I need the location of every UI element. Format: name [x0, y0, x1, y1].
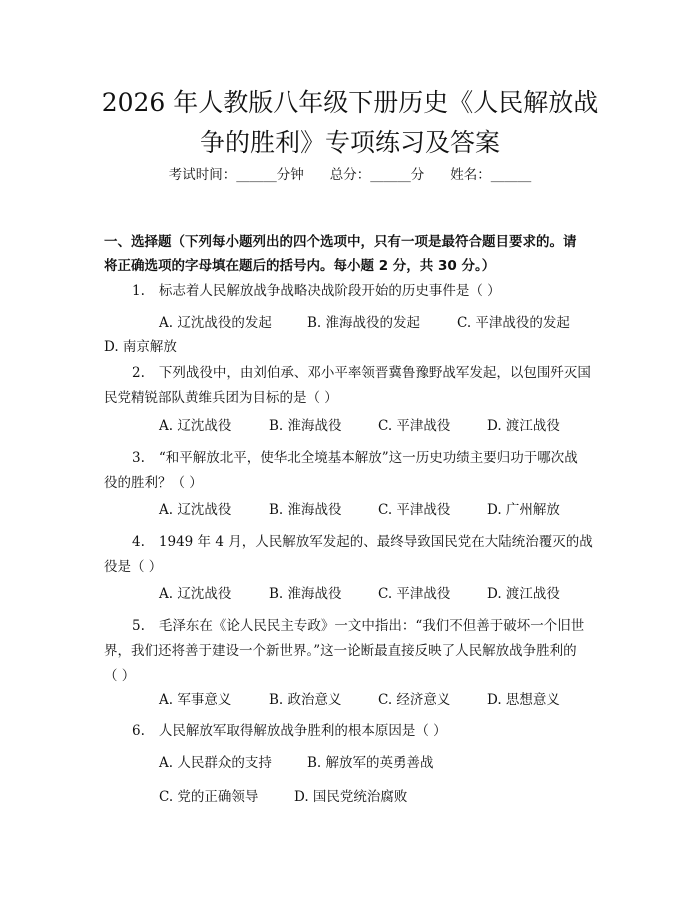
- question-6-options-row-1: [104, 751, 604, 775]
- question-6-options-row-2: [104, 785, 604, 809]
- question-4-options: [104, 582, 604, 606]
- question-number: 5.: [132, 618, 145, 634]
- total-score-field: 总分：______分: [329, 167, 425, 183]
- option-c: C. 平津战役: [378, 418, 451, 434]
- option-b: B. 淮海战役: [269, 586, 342, 602]
- student-name-field: 姓名：______: [450, 167, 532, 183]
- option-b: B. 政治意义: [269, 692, 342, 708]
- question-text-line: 毛泽东在《论人民民主专政》一文中指出：“我们不但善于破坏一个旧世: [158, 618, 585, 634]
- option-b: B. 淮海战役的发起: [307, 315, 421, 331]
- question-number: 3.: [132, 450, 145, 466]
- question-number: 1.: [132, 283, 145, 299]
- option-b: B. 解放军的英勇善战: [307, 755, 434, 771]
- option-c: C. 平津战役: [378, 586, 451, 602]
- document-title-line-2: 争的胜利》专项练习及答案: [199, 128, 500, 157]
- question-1-options: [104, 311, 604, 359]
- section-heading-line-2: 将正确选项的字母填在题后的括号内。每小题 2 分，共 30 分。）: [104, 258, 496, 274]
- question-text-line: 界，我们还将善于建设一个新世界。”这一论断最直接反映了人民解放战争胜利的: [104, 643, 577, 659]
- question-number: 4.: [132, 534, 145, 550]
- option-a: A. 辽沈战役: [159, 586, 232, 602]
- question-6: [104, 719, 604, 744]
- exam-time-field: 考试时间：______分钟: [168, 167, 304, 183]
- question-number: 2.: [132, 365, 145, 381]
- question-text-line: 役的胜利？（ ）: [104, 475, 203, 491]
- question-4: [104, 530, 604, 580]
- question-1: [104, 279, 604, 304]
- option-d: D. 南京解放: [104, 339, 177, 355]
- option-d: D. 渡江战役: [487, 586, 560, 602]
- question-number: 6.: [132, 723, 145, 739]
- question-text-line: 役是（ ）: [104, 559, 163, 575]
- question-5: [104, 614, 604, 689]
- question-text-line: 民党精锐部队黄维兵团为目标的是（ ）: [104, 390, 338, 406]
- question-5-options: [104, 688, 604, 712]
- question-3: [104, 446, 604, 496]
- option-d: D. 国民党统治腐败: [294, 789, 408, 805]
- option-c: C. 平津战役的发起: [457, 315, 570, 331]
- exam-meta: [0, 164, 700, 186]
- option-a: A. 人民群众的支持: [159, 755, 272, 771]
- option-b: B. 淮海战役: [269, 418, 342, 434]
- option-c: C. 党的正确领导: [159, 789, 259, 805]
- question-3-options: [104, 498, 604, 522]
- question-2: [104, 361, 604, 411]
- question-text-line: 1949 年 4 月，人民解放军发起的、最终导致国民党在大陆统治覆灭的战: [158, 534, 593, 550]
- section-heading-line-1: 一、选择题（下列每小题列出的四个选项中，只有一项是最符合题目要求的。请: [104, 234, 577, 250]
- option-a: A. 辽沈战役的发起: [159, 315, 272, 331]
- question-text-line: （ ）: [104, 668, 136, 684]
- question-text-line: 人民解放军取得解放战争胜利的根本原因是（ ）: [158, 723, 447, 739]
- question-text-line: 标志着人民解放战争战略决战阶段开始的历史事件是（ ）: [158, 283, 501, 299]
- option-d: D. 广州解放: [487, 502, 560, 518]
- question-text-line: “和平解放北平，使华北全境基本解放”这一历史功绩主要归功于哪次战: [158, 450, 578, 466]
- option-c: C. 平津战役: [378, 502, 451, 518]
- section-heading: [104, 230, 604, 278]
- option-a: A. 军事意义: [159, 692, 232, 708]
- option-a: A. 辽沈战役: [159, 418, 232, 434]
- question-text-line: 下列战役中，由刘伯承、邓小平率领晋冀鲁豫野战军发起，以包围歼灭国: [158, 365, 591, 381]
- question-2-options: [104, 414, 604, 438]
- option-d: D. 渡江战役: [487, 418, 560, 434]
- option-c: C. 经济意义: [378, 692, 451, 708]
- option-d: D. 思想意义: [487, 692, 560, 708]
- option-b: B. 淮海战役: [269, 502, 342, 518]
- document-title-line-1: 2026 年人教版八年级下册历史《人民解放战: [101, 88, 599, 117]
- option-a: A. 辽沈战役: [159, 502, 232, 518]
